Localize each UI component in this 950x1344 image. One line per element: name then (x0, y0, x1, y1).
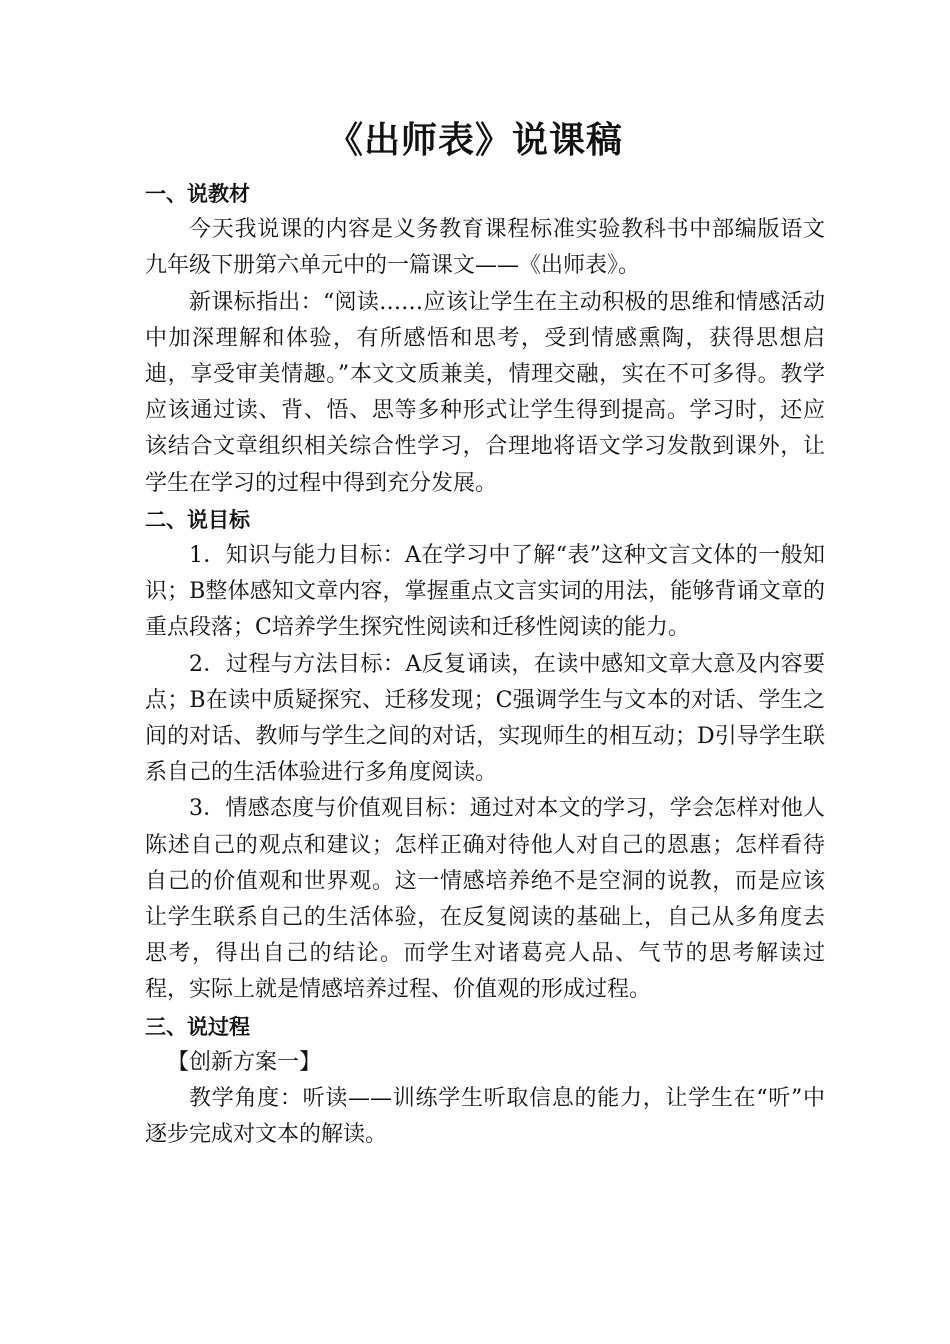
paragraph: 教学角度：听读——训练学生听取信息的能力，让学生在“听”中逐步完成对文本的解读。 (145, 1086, 825, 1148)
paragraph: 今天我说课的内容是义务教育课程标准实验教科书中部编版语文九年级下册第六单元中的一篇课文——《出师表》。 (145, 217, 825, 279)
section-process (145, 1009, 825, 1154)
section-heading: 一、说教材 (145, 182, 250, 206)
paragraph: 1．知识与能力目标：A在学习中了解“表”这种文言文体的一般知识；B整体感知文章内容，掌握重点文言实词的用法，能够背诵文章的重点段落；C培养学生探究性阅读和迁移性阅读的能力。 (145, 543, 825, 641)
section-textbook (145, 176, 825, 502)
paragraph: 3．情感态度与价值观目标：通过对本文的学习，学会怎样对他人陈述自己的观点和建议；怎样正确对待他人对自己的恩惠；怎样看待自己的价值观和世界观。这一情感培养绝不是空洞的说教，而是应该让学生联系自己的生活体验，在反复阅读的基础上，自己从多角度去思考，得出自己的结论。而学生对诸葛亮人品、气节的思考解读过程，实际上就是情感培养过程、价值观的形成过程。 (145, 796, 825, 1003)
section-heading: 三、说过程 (145, 1014, 250, 1039)
paragraph: 2．过程与方法目标：A反复诵读，在读中感知文章大意及内容要点；B在读中质疑探究、迁移发现；C强调学生与文本的对话、学生之间的对话、教师与学生之间的对话，实现师生的相互动；D引导学生联系自己的生活体验进行多角度阅读。 (145, 651, 825, 786)
paragraph: 新课标指出：“阅读……应该让学生在主动积极的思维和情感活动中加深理解和体验，有所感悟和思考，受到情感熏陶，获得思想启迪，享受审美情趣。”本文文质兼美，情理交融，实在不可多得。教学应该通过读、背、悟、思等多种形式让学生得到提高。学习时，还应该结合文章组织相关综合性学习，合理地将语文学习发散到课外，让学生在学习的过程中得到充分发展。 (145, 289, 825, 496)
document-body (145, 176, 825, 1153)
document-title: 《出师表》说课稿 (326, 120, 623, 161)
section-objectives (145, 502, 825, 1009)
section-heading: 二、说目标 (145, 507, 250, 532)
plan-subheading: 【创新方案一】 (167, 1049, 322, 1075)
